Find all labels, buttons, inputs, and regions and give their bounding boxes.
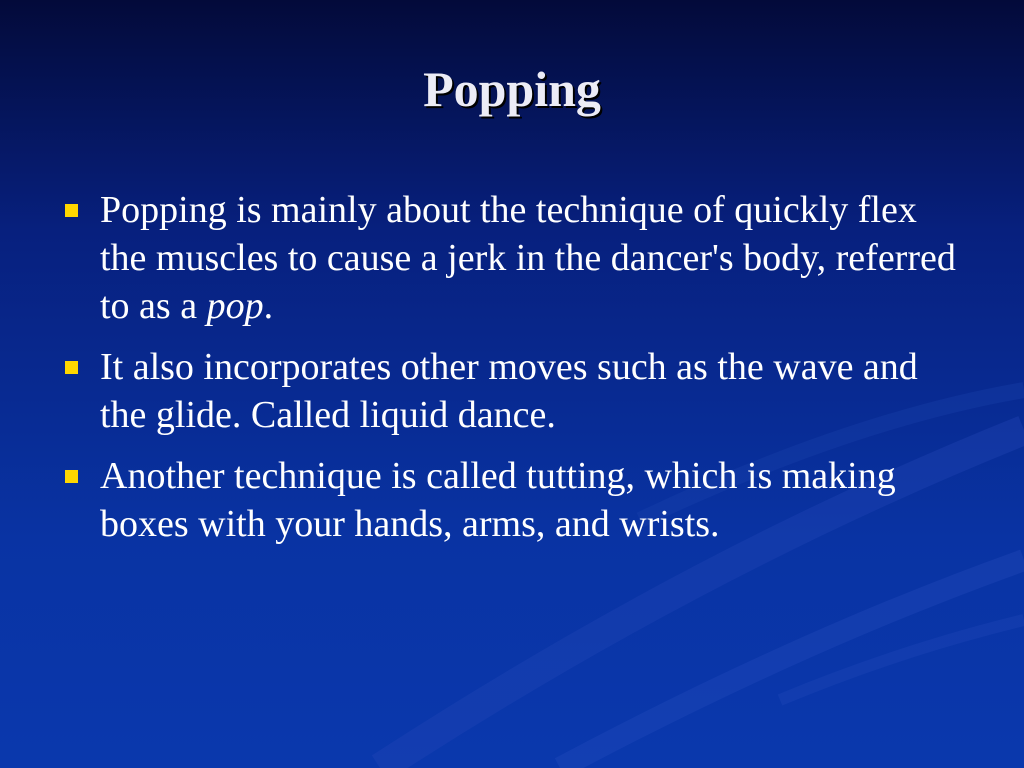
square-bullet-icon — [65, 470, 78, 483]
bullet-text: It also incorporates other moves such as the wave and the glide. Called liquid dance. — [100, 346, 918, 436]
bullet-text: Another technique is called tutting, which is making boxes with your hands, arms, and wrists. — [100, 455, 896, 545]
bullet-item — [62, 343, 962, 439]
square-bullet-icon — [65, 204, 78, 217]
square-bullet-icon — [65, 361, 78, 374]
bullet-text: Popping is mainly about the technique of quickly flex the muscles to cause a jerk in the dancer's body, referred to as a — [100, 189, 956, 327]
bullet-emphasis: pop — [206, 285, 264, 327]
bullet-item — [62, 186, 962, 330]
bullet-text-tail: . — [263, 285, 274, 327]
slide-title: Popping — [423, 61, 601, 117]
bullet-item — [62, 452, 962, 548]
bullet-list — [62, 186, 962, 561]
